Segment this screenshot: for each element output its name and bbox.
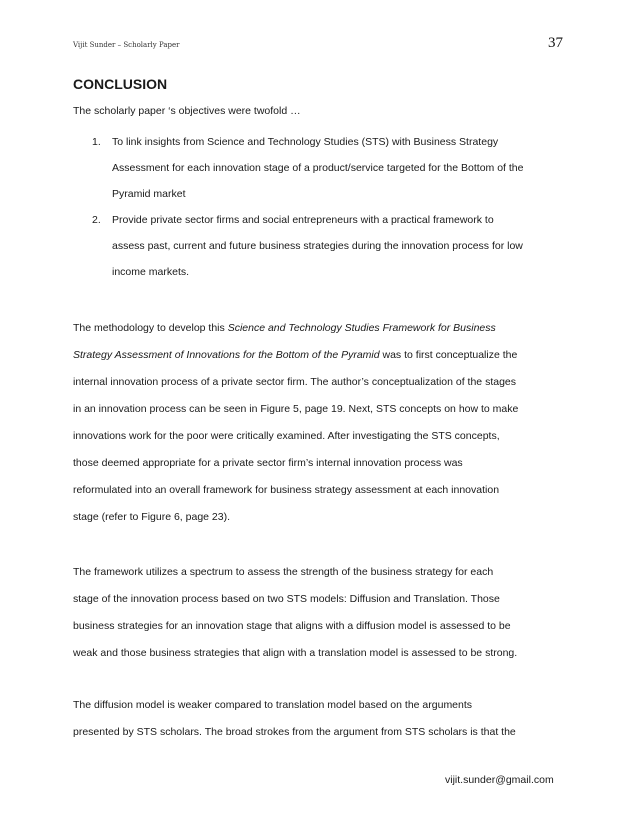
section-heading: CONCLUSION (73, 76, 168, 92)
methodology-line-1 (73, 322, 496, 335)
methodology-line-2-text: was to first conceptualize the (379, 349, 518, 361)
objective-1-marker: 1. (92, 136, 101, 148)
framework-line-2: stage of the innovation process based on two STS models: Diffusion and Translation. Those (73, 593, 500, 605)
framework-line-3: business strategies for an innovation stage that aligns with a diffusion model is assessed to be (73, 620, 511, 632)
methodology-line-4: in an innovation process can be seen in Figure 5, page 19. Next, STS concepts on how to make (73, 403, 519, 415)
methodology-line-3: internal innovation process of a private sector firm. The author’s conceptualization of the stages (73, 376, 516, 388)
objective-2-marker: 2. (92, 214, 101, 226)
running-header: Vijit Sunder – Scholarly Paper (73, 41, 180, 49)
diffusion-line-2: presented by STS scholars. The broad strokes from the argument from STS scholars is that the (73, 726, 516, 738)
methodology-line-1-text: The methodology to develop this (73, 322, 228, 334)
objective-1-line-2: Assessment for each innovation stage of a product/service targeted for the Bottom of the (112, 162, 524, 174)
diffusion-line-1: The diffusion model is weaker compared to translation model based on the arguments (73, 699, 473, 711)
objective-1-line-3: Pyramid market (112, 188, 186, 200)
objective-1-line-1: To link insights from Science and Technology Studies (STS) with Business Strategy (112, 136, 499, 148)
page-number: 37 (548, 35, 563, 51)
methodology-line-5: innovations work for the poor were critically examined. After investigating the STS concepts, (73, 430, 500, 442)
framework-line-4: weak and those business strategies that align with a translation model is assessed to be strong. (73, 647, 518, 659)
objective-2-line-1: Provide private sector firms and social entrepreneurs with a practical framework to (112, 214, 494, 226)
methodology-line-8: stage (refer to Figure 6, page 23). (73, 511, 231, 523)
framework-line-1: The framework utilizes a spectrum to assess the strength of the business strategy for each (73, 566, 494, 578)
objective-2-line-2: assess past, current and future business strategies during the innovation process for low (112, 240, 523, 252)
methodology-line-2 (73, 349, 517, 362)
objective-2-line-3: income markets. (112, 266, 190, 278)
framework-title-part-1: Science and Technology Studies Framework for Business (227, 322, 496, 334)
footer-email: vijit.sunder@gmail.com (445, 774, 554, 786)
framework-title-part-2: Strategy Assessment of Innovations for the Bottom of the Pyramid (73, 349, 380, 361)
methodology-line-7: reformulated into an overall framework for business strategy assessment at each innovation (73, 484, 500, 496)
intro-line: The scholarly paper ‘s objectives were twofold … (73, 105, 301, 117)
methodology-line-6: those deemed appropriate for a private sector firm’s internal innovation process was (73, 457, 463, 469)
